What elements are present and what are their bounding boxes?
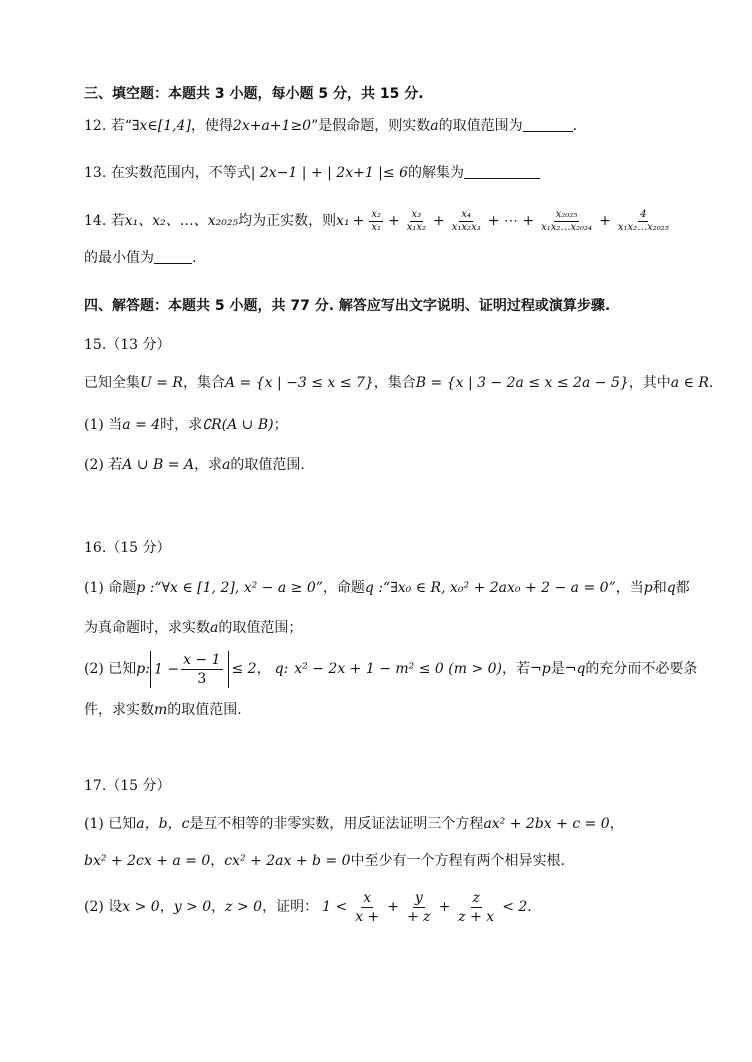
- q15-p1-text-c: ；: [273, 417, 288, 433]
- q16-p2-var-q: q:: [274, 661, 289, 677]
- q16-p2-le-2: ≤ 2: [231, 661, 257, 677]
- q15-part-2: [84, 455, 305, 475]
- q15-p1-text-a: (1) 当: [84, 417, 123, 433]
- q15-text-e: .: [708, 375, 714, 391]
- q17-p2-fraction-1: $\frac{x}{x +}$: [355, 889, 380, 925]
- q12-var-a: a: [430, 118, 439, 134]
- question-12: [84, 116, 577, 136]
- q16-p2-text-b: ，: [256, 661, 271, 677]
- question-14: 14. 若 x₁、x₂、…、x₂₀₂₅ 均为正实数，则 x₁ + $\frac{\text{x₂}}{\text{x₁}}$ + $\frac{\text{x₃}}{\text{x₁x₂}}$ + $\frac{\text{x₄}}{\text{x₁x₂x₃}}$ + ⋯ + $\frac{\text{x₂₀₂₅}}{\text{x₁x₂…x₂₀₂₄}}$ + $\frac{4}{\text{x₁x₂…x₂₀₂₅}}$: [84, 208, 669, 233]
- q16-p1l2-text-b: 的取值范围；: [218, 620, 303, 636]
- q17-p2-text-d: ，证明：: [262, 899, 319, 915]
- question-13: [84, 163, 540, 183]
- q17-part-1: [84, 814, 624, 834]
- q14-fraction-5: $\frac{4}{\text{x₁x₂…x₂₀₂₅}}$: [617, 208, 669, 233]
- q15-p2-text-b: ，求: [194, 457, 223, 473]
- q16-part-1: [84, 578, 690, 598]
- q16-p1-var-q: q: [666, 580, 676, 596]
- q12-text-post: ”是假命题，则实数: [311, 118, 431, 134]
- q16-p1-text-e: 都: [675, 580, 690, 596]
- q16-part-2-line-2: [84, 700, 242, 720]
- q15-math-set-b: B = {x | 3 − 2a ≤ x ≤ 2a − 5}: [415, 375, 629, 391]
- q15-math-a-in-r: a ∈ R: [670, 375, 709, 391]
- q14-fraction-4: $\frac{\text{x₂₀₂₅}}{\text{x₁x₂…x₂₀₂₄}}$: [541, 208, 593, 233]
- q17-p2-fraction-2: $\frac{y}{+ z}$: [407, 889, 431, 925]
- q15-p2-text-a: (2) 若: [84, 457, 123, 473]
- q14-line2-text: 的最小值为: [84, 250, 154, 266]
- q16-part-1-line-2: [84, 618, 302, 638]
- q16-header: 16.（15 分）: [84, 540, 171, 556]
- q15-p2-var-a: a: [222, 457, 231, 473]
- q15-math-set-a: A = {x | −3 ≤ x ≤ 7}: [224, 375, 374, 391]
- q17-p1-equation-1: ax² + 2bx + c = 0: [483, 816, 610, 832]
- q15-part-1: [84, 415, 288, 435]
- q14-dots: + ⋯ +: [487, 213, 535, 229]
- q13-answer-blank[interactable]: [464, 164, 540, 179]
- q15-text-b: ，集合: [182, 375, 225, 391]
- q17-p2-x-pos: x > 0: [122, 899, 160, 915]
- q17-p1-text-b: 是互不相等的非零实数，用反证法证明三个方程: [189, 816, 484, 832]
- q17-p2-text-a: (2) 设: [84, 899, 123, 915]
- q14-fraction-2: $\frac{\text{x₃}}{\text{x₁x₂}}$: [406, 208, 427, 233]
- q15-statement: [84, 373, 713, 393]
- q16-p1l2-var-a: a: [210, 620, 219, 636]
- q17-p1-text-a: (1) 已知: [84, 816, 137, 832]
- q15-p1-math-a: a = 4: [122, 417, 161, 433]
- q14-text-mid: 均为正实数，则: [238, 213, 337, 229]
- q16-p1-text-b: ，命题: [322, 580, 365, 596]
- q16-p1l2-text-a: 为真命题时，求实数: [84, 620, 210, 636]
- q15-text-d: ，其中: [628, 375, 671, 391]
- q16-p1-text-a: (1) 命题: [84, 580, 137, 596]
- q17-p1-vars: a，b，c: [136, 816, 190, 832]
- q15-math-universal-set: U = R: [140, 375, 183, 391]
- q17-p1l2-text-a: ，: [210, 853, 225, 869]
- q17-part-2: [84, 887, 532, 927]
- q14-fraction-1: $\frac{\text{x₂}}{\text{x₁}}$: [371, 208, 381, 233]
- q14-text-pre: 14. 若: [84, 213, 125, 229]
- q16-p2l2-text-b: 的取值范围.: [167, 702, 242, 718]
- q16-part-2: [84, 651, 697, 687]
- q12-text-end: .: [572, 118, 578, 134]
- q13-math-inequality: | 2x−1 | + | 2x+1 |≤ 6: [250, 165, 408, 181]
- q17-p1-text-c: ，: [609, 816, 624, 832]
- q14-text-end: .: [192, 250, 197, 266]
- q16-p2-text-c: ，若: [502, 661, 531, 677]
- q16-p2-absolute-value: 1 − $\frac{x - 1}{3}$: [150, 651, 229, 688]
- q17-header: 17.（15 分）: [84, 778, 171, 794]
- q16-p1-text-c: ，当: [615, 580, 644, 596]
- q17-p2-upper-bound: < 2.: [502, 899, 532, 915]
- q17-part-1-line-2: [84, 851, 565, 871]
- q16-p2-var-p: p:: [136, 661, 150, 677]
- q16-p1-proposition-p: p :“∀x ∈ [1, 2], x² − a ≥ 0”: [136, 580, 323, 596]
- q16-p1-var-p: p: [643, 580, 653, 596]
- q17-p1-equation-3: cx² + 2ax + b = 0: [224, 853, 351, 869]
- q17-p2-lower-bound: 1 <: [322, 899, 348, 915]
- q17-p1-equation-2: bx² + 2cx + a = 0: [84, 853, 211, 869]
- q16-p2-text-d: 是: [550, 661, 565, 677]
- q14-fraction-3: $\frac{\text{x₄}}{\text{x₁x₂x₃}}$: [451, 208, 481, 233]
- q17-p2-text-b: ，: [159, 899, 174, 915]
- q14-answer-blank[interactable]: [154, 249, 192, 264]
- q15-header: 15.（13 分）: [84, 337, 171, 353]
- q15-p2-math-union: A ∪ B = A: [122, 457, 195, 473]
- q12-text-mid: ，使得: [190, 118, 233, 134]
- q16-p2l2-var-m: m: [154, 702, 168, 718]
- q15-text-a: 已知全集: [84, 375, 140, 391]
- q12-answer-blank[interactable]: [523, 117, 573, 132]
- q14-vars: x₁、x₂、…、x₂₀₂₅: [124, 213, 239, 229]
- q15-p2-text-c: 的取值范围.: [230, 457, 305, 473]
- q17-p1l2-text-b: 中至少有一个方程有两个相异实根.: [350, 853, 565, 869]
- q16-p2-not-q: ¬q: [564, 661, 586, 677]
- q17-p2-plus-2: +: [438, 899, 451, 915]
- q12-text-pre: 12. 若“∃: [84, 118, 140, 134]
- q17-p2-plus-1: +: [387, 899, 399, 915]
- question-14-line-2: [84, 248, 196, 268]
- q17-p2-fraction-3: $\frac{z}{z + x}$: [458, 889, 495, 925]
- section-4-heading: 四、解答题：本题共 5 小题，共 77 分. 解答应写出文字说明、证明过程或演算步骤.: [84, 298, 611, 314]
- q12-math-interval: x∈[1,4]: [139, 118, 191, 134]
- q16-p1-proposition-q: q :“∃x₀ ∈ R, x₀² + 2ax₀ + 2 − a = 0”: [364, 580, 616, 596]
- q15-p1-text-b: 时，求: [160, 417, 203, 433]
- q17-p2-y-pos: y > 0: [173, 899, 212, 915]
- q14-x1: x₁: [336, 213, 350, 229]
- q13-text-pre: 13. 在实数范围内，不等式: [84, 165, 251, 181]
- q16-p2-text-a: (2) 已知: [84, 661, 137, 677]
- q12-math-inequality: 2x+a+1≥0: [232, 118, 312, 134]
- q17-p2-z-pos: z > 0: [225, 899, 263, 915]
- q17-p2-text-c: ，: [211, 899, 226, 915]
- q12-text-tail: 的取值范围为: [438, 118, 523, 134]
- section-3-heading: 三、填空题：本题共 3 小题，每小题 5 分，共 15 分.: [84, 86, 424, 102]
- q16-p2-math-inequality: x² − 2x + 1 − m² ≤ 0 (m > 0): [294, 661, 503, 677]
- q13-text-post: 的解集为: [408, 165, 464, 181]
- q16-p2l2-text-a: 件，求实数: [84, 702, 154, 718]
- q15-text-c: ，集合: [373, 375, 416, 391]
- q16-p2-text-e: 的充分而不必要条: [585, 661, 698, 677]
- q16-p1-text-d: 和: [652, 580, 667, 596]
- q16-p2-not-p: ¬p: [530, 661, 551, 677]
- q15-p1-math-complement: ∁R(A ∪ B): [202, 417, 274, 433]
